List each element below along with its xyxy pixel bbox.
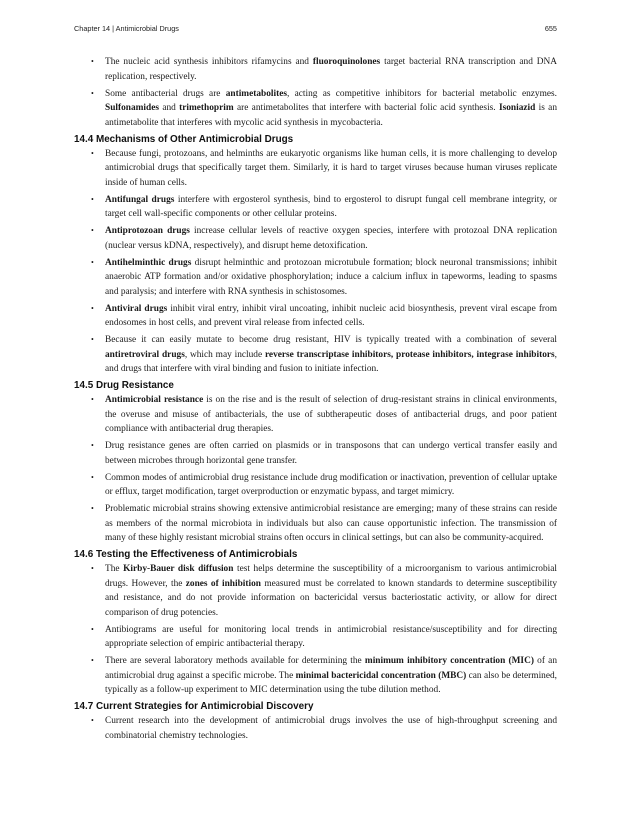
bullet-item — [74, 623, 557, 652]
bullet-item — [74, 471, 557, 500]
bold-term: Kirby-Bauer disk diffusion — [123, 564, 234, 574]
bullet-item — [74, 147, 557, 191]
bold-term: trimethoprim — [179, 103, 234, 113]
chapter-label: Chapter 14 | Antimicrobial Drugs — [74, 24, 179, 33]
bold-term: Antiprotozoan drugs — [105, 226, 190, 236]
text-run: is on the rise and is the result of selection of drug-resistant strains in clinical environments, the overuse and misuse of antibacterials, the use of subtherapeutic doses of antibacterial drugs, and poor patient compliance with antibacterial drug therapies. — [105, 395, 557, 434]
section-heading: 14.5 Drug Resistance — [74, 380, 174, 391]
bullet-icon: • — [91, 88, 94, 98]
bullet-icon: • — [91, 257, 94, 267]
summary-content — [74, 55, 557, 746]
text-run: Some antibacterial drugs are — [105, 88, 226, 99]
bullet-item — [74, 562, 557, 620]
bold-term: Antiviral drugs — [105, 303, 168, 314]
bullet-item — [74, 87, 557, 131]
bold-term: fluoroquinolones — [312, 57, 381, 67]
text-run: measured must be correlated to known standards to determine susceptibility and resistance, and do not provide information on bactericidal versus bacteriostatic activity, or allow for direct comparison of drug potencies. — [105, 578, 557, 618]
bullet-list — [74, 147, 557, 377]
bullet-item — [74, 224, 557, 253]
text-run: , and drugs that interfere with viral binding and fusion to initiate infection. — [105, 349, 557, 374]
text-run: of an antimicrobial drug against a specific microbe. The — [105, 656, 557, 681]
text-run: Because it can easily mutate to become drug resistant, HIV is typically treated with a combination of several — [105, 335, 557, 345]
bold-term: Antihelminthic drugs — [105, 257, 192, 268]
bullet-icon: • — [91, 335, 94, 344]
section-heading: 14.7 Current Strategies for Antimicrobial Discovery — [74, 701, 314, 712]
bullet-icon: • — [91, 564, 94, 573]
bullet-item — [74, 55, 557, 84]
text-run: , acting as competitive inhibitors for bacterial metabolic enzymes. — [286, 88, 557, 99]
text-run: The nucleic acid synthesis inhibitors rifamycins and — [105, 57, 313, 67]
bold-term: antimetabolites — [225, 88, 287, 99]
bullet-icon: • — [91, 504, 94, 513]
bullet-list — [74, 55, 557, 130]
bullet-item — [74, 333, 557, 377]
bullet-icon: • — [91, 656, 94, 665]
bullet-item — [74, 302, 557, 331]
bullet-item — [74, 393, 557, 437]
text-run: target bacterial RNA transcription and DNA replication, respectively. — [105, 57, 557, 82]
bullet-icon: • — [91, 441, 94, 450]
bullet-icon: • — [91, 472, 94, 482]
bullet-icon: • — [91, 716, 94, 725]
bullet-list — [74, 714, 557, 743]
bullet-icon: • — [91, 395, 94, 404]
text-run: increase cellular levels of reactive oxygen species, interfere with protozoal DNA replication (nuclear versus kDNA, respectively), and disrupt heme detoxification. — [105, 226, 558, 251]
text-run: Drug resistance genes are often carried on plasmids or in transposons that can undergo vertical transfer easily and between microbes through horizontal gene transfer. — [105, 441, 557, 466]
bullet-icon: • — [91, 303, 94, 313]
bullet-icon: • — [91, 194, 94, 204]
bullet-item — [74, 714, 557, 743]
text-run: There are several laboratory methods available for determining the — [105, 656, 365, 666]
bullet-icon: • — [91, 57, 94, 66]
text-run: Antibiograms are useful for monitoring local trends in antimicrobial resistance/susceptibility and for directing appropriate selection of empiric antibacterial therapy. — [105, 624, 557, 649]
text-run: is an antimetabolite that interferes with mycolic acid synthesis in mycobacteria. — [105, 103, 557, 128]
text-run: test helps determine the susceptibility of a microorganism to various antimicrobial drugs. However, the — [105, 564, 557, 589]
bullet-icon: • — [91, 624, 94, 634]
bullet-list — [74, 562, 557, 698]
bold-term: zones of inhibition — [185, 578, 261, 589]
running-header — [74, 24, 557, 36]
text-run: are antimetabolites that interfere with bacterial folic acid synthesis. — [233, 103, 499, 113]
text-run: interfere with ergosterol synthesis, bind to ergosterol to disrupt fungal cell membrane integrity, or target cell wall-specific components or other cellular proteins. — [105, 194, 557, 219]
text-run: The — [105, 564, 124, 574]
text-run: Current research into the development of antimicrobial drugs involves the use of high-throughput screening and combinatorial chemistry technologies. — [105, 716, 557, 741]
bold-term: minimum inhibitory concentration (MIC) — [364, 656, 534, 666]
text-run: , which may include — [184, 349, 265, 360]
bullet-item — [74, 502, 557, 546]
section-heading: 14.4 Mechanisms of Other Antimicrobial Drugs — [74, 133, 294, 145]
bold-term: minimal bactericidal concentration (MBC) — [295, 670, 467, 681]
text-run: and — [159, 103, 180, 113]
text-run: Problematic microbial strains showing extensive antimicrobial resistance are emerging; many of these strains can reside as members of the normal microbiota in individuals but also can cause opportunistic infection. The transmission of many of these highly resistant microbial strains often occurs in clinical settings, but can also be community-acquired. — [105, 504, 557, 543]
bold-term: Isoniazid — [498, 103, 536, 113]
bold-term: Sulfonamides — [105, 103, 160, 113]
bullet-item — [74, 439, 557, 468]
bold-term: reverse transcriptase inhibitors, protease inhibitors, integrase inhibitors — [264, 349, 555, 360]
bullet-item — [74, 654, 557, 698]
page-number: 655 — [544, 24, 557, 33]
bold-term: Antimicrobial resistance — [105, 395, 204, 405]
text-run: inhibit viral entry, inhibit viral uncoating, inhibit nucleic acid biosynthesis, prevent viral escape from endosomes in host cells, and prevent viral release from infected cells. — [105, 303, 557, 328]
text-run: disrupt helminthic and protozoan microtubule formation; block neuronal transmissions; inhibit anaerobic ATP formation and/or oxidative phosphorylation; induce a calcium influx in tapeworms, leading to spasms and paralysis; and interfere with RNA synthesis in schistosomes. — [105, 257, 558, 297]
text-run: can also be determined, typically as a follow-up experiment to MIC determination using the tube dilution method. — [105, 670, 557, 695]
bullet-list — [74, 393, 557, 546]
bullet-item — [74, 256, 557, 300]
bullet-icon: • — [91, 226, 94, 235]
text-run: Common modes of antimicrobial drug resistance include drug modification or inactivation, prevention of cellular uptake or efflux, target modification, target overproduction or enzymatic bypass, and target mimicry. — [105, 472, 557, 497]
bullet-icon: • — [91, 148, 94, 158]
bold-term: antiretroviral drugs — [105, 349, 185, 360]
text-run: Because fungi, protozoans, and helminths are eukaryotic organisms like human cells, it is more challenging to develop antimicrobial drugs that specifically target them. Similarly, it is hard to target viruses because human viruses replicate inside of human cells. — [105, 148, 557, 188]
bullet-item — [74, 193, 557, 222]
section-heading: 14.6 Testing the Effectiveness of Antimicrobials — [74, 549, 298, 560]
bold-term: Antifungal drugs — [105, 194, 175, 205]
